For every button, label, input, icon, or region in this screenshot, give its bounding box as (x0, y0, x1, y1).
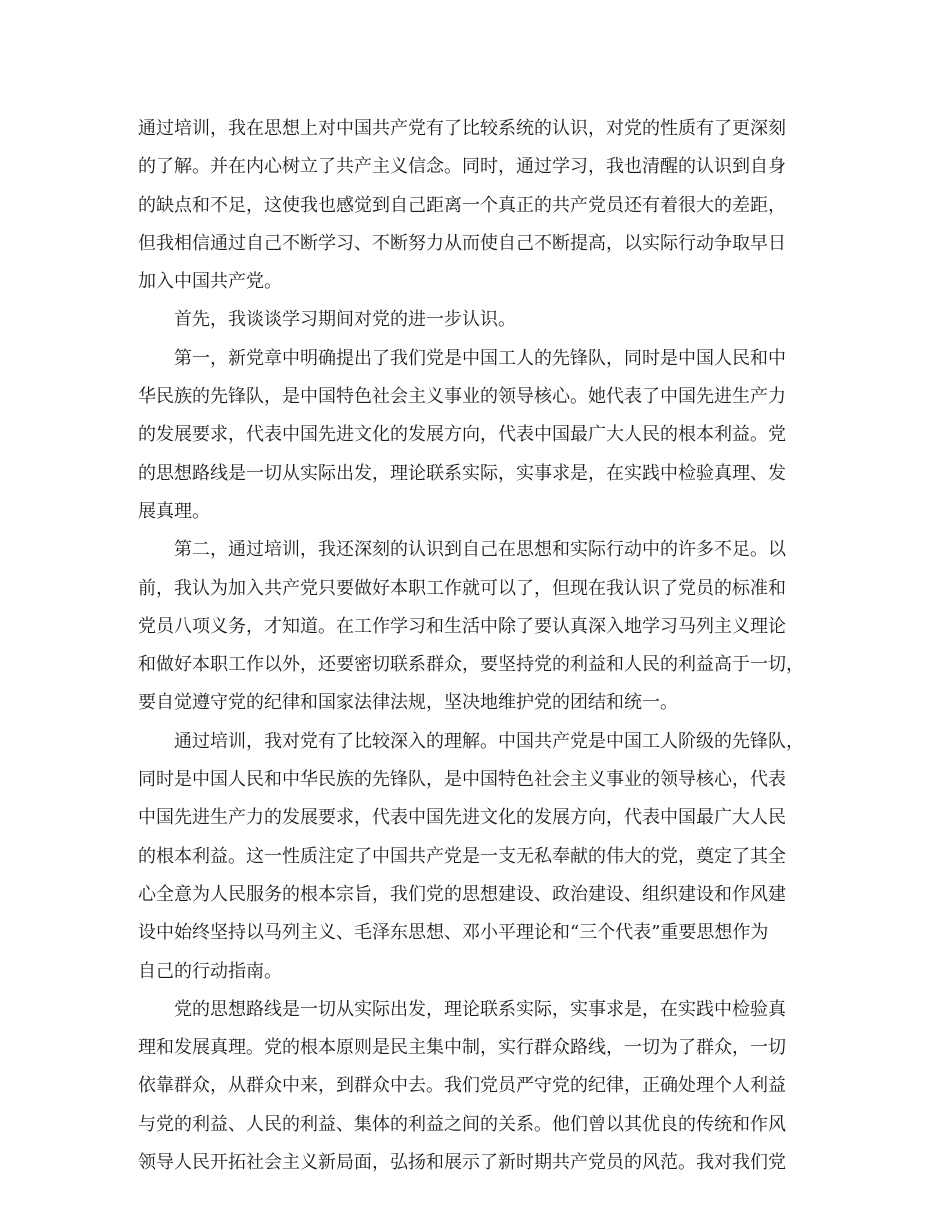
paragraph (138, 110, 828, 301)
text-line: 的根本利益。这一性质注定了中国共产党是一支无私奉献的伟大的党，奠定了其全 (138, 845, 786, 867)
text-line: 党员八项义务，才知道。在工作学习和生活中除了要认真深入地学习马列主义理论 (138, 615, 786, 637)
text-line: 中国先进生产力的发展要求，代表中国先进文化的发展方向，代表中国最广大人民 (138, 807, 786, 829)
text-line: 和做好本职工作以外，还要密切联系群众，要坚持党的利益和人民的利益高于一切， (138, 654, 804, 676)
text-line: 与党的利益、人民的利益、集体的利益之间的关系。他们曾以其优良的传统和作风 (138, 1113, 786, 1135)
document-page (138, 110, 828, 1182)
paragraph (138, 531, 828, 722)
text-line: 第一，新党章中明确提出了我们党是中国工人的先锋队，同时是中国人民和中 (174, 347, 786, 369)
text-line: 依靠群众，从群众中来，到群众中去。我们党员严守党的纪律，正确处理个人利益 (138, 1075, 786, 1097)
text-line: 华民族的先锋队，是中国特色社会主义事业的领导核心。她代表了中国先进生产力 (138, 386, 786, 408)
text-line: 的发展要求，代表中国先进文化的发展方向，代表中国最广大人民的根本利益。党 (138, 424, 786, 446)
text-line: 的了解。并在内心树立了共产主义信念。同时，通过学习，我也清醒的认识到自身 (138, 156, 786, 178)
text-line: 自己的行动指南。 (138, 960, 282, 982)
text-line: 第二，通过培训，我还深刻的认识到自己在思想和实际行动中的许多不足。以 (174, 539, 786, 561)
text-line: 首先，我谈谈学习期间对党的进一步认识。 (174, 309, 516, 331)
text-line: 领导人民开拓社会主义新局面，弘扬和展示了新时期共产党员的风范。我对我们党 (138, 1152, 786, 1174)
text-line: 但我相信通过自己不断学习、不断努力从而使自己不断提高，以实际行动争取早日 (138, 232, 786, 254)
text-line: 党的思想路线是一切从实际出发，理论联系实际，实事求是，在实践中检验真 (174, 998, 786, 1020)
text-line: 展真理。 (138, 500, 210, 522)
text-line: 的思想路线是一切从实际出发，理论联系实际，实事求是，在实践中检验真理、发 (138, 462, 786, 484)
text-line: 加入中国共产党。 (138, 271, 282, 293)
text-line: 的缺点和不足，这使我也感觉到自己距离一个真正的共产党员还有着很大的差距， (138, 194, 786, 216)
paragraph (138, 301, 828, 339)
text-line: 心全意为人民服务的根本宗旨，我们党的思想建设、政治建设、组织建设和作风建 (138, 883, 786, 905)
text-line: 通过培训，我在思想上对中国共产党有了比较系统的认识，对党的性质有了更深刻 (138, 118, 786, 139)
text-line: 通过培训，我对党有了比较深入的理解。中国共产党是中国工人阶级的先锋队， (174, 730, 804, 752)
paragraph (138, 723, 828, 991)
paragraph (138, 340, 828, 531)
text-line: 前，我认为加入共产党只要做好本职工作就可以了，但现在我认识了党员的标准和 (138, 577, 786, 599)
text-line: 要自觉遵守党的纪律和国家法律法规，坚决地维护党的团结和统一。 (138, 692, 678, 714)
text-line: 设中始终坚持以马列主义、毛泽东思想、邓小平理论和“三个代表”重要思想作为 (138, 922, 769, 944)
text-line: 同时是中国人民和中华民族的先锋队，是中国特色社会主义事业的领导核心，代表 (138, 769, 786, 791)
paragraph (138, 991, 828, 1182)
text-line: 理和发展真理。党的根本原则是民主集中制，实行群众路线，一切为了群众，一切 (138, 1037, 786, 1059)
